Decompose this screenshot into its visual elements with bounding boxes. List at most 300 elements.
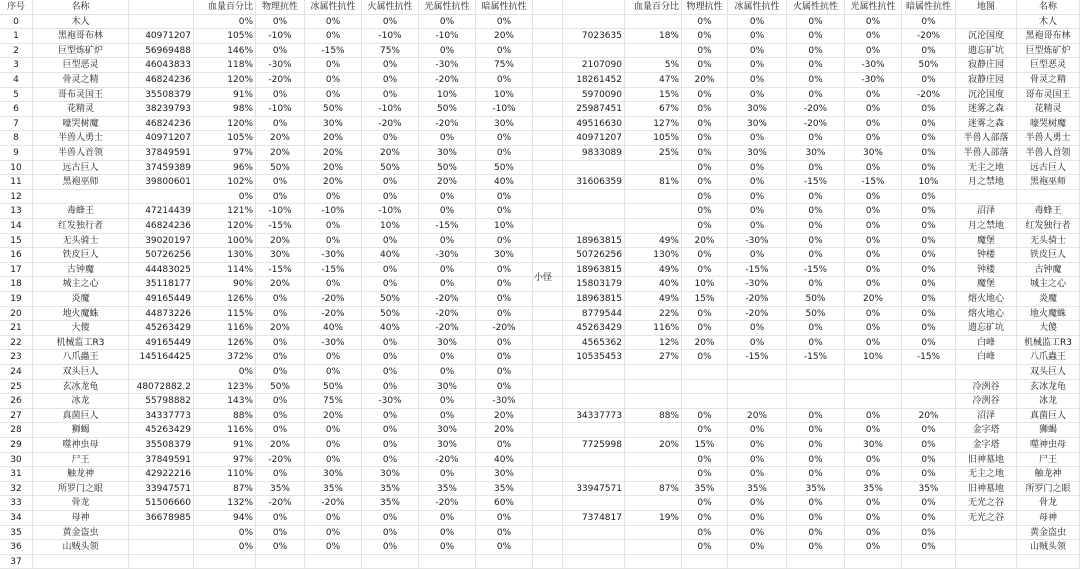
table-cell[interactable]: 0% bbox=[419, 511, 476, 526]
table-cell[interactable]: 木人 bbox=[1017, 15, 1080, 30]
table-cell[interactable]: 50% bbox=[362, 307, 419, 322]
table-cell[interactable]: -15% bbox=[256, 219, 305, 234]
table-cell[interactable]: -30% bbox=[476, 394, 533, 409]
table-cell[interactable]: 0% bbox=[682, 350, 728, 365]
table-cell[interactable] bbox=[419, 555, 476, 569]
table-cell[interactable]: 50% bbox=[305, 102, 362, 117]
table-cell[interactable]: 20% bbox=[625, 438, 682, 453]
table-cell[interactable]: 0% bbox=[362, 263, 419, 278]
table-cell[interactable]: 50% bbox=[419, 161, 476, 176]
table-cell[interactable]: 30% bbox=[362, 467, 419, 482]
table-cell[interactable] bbox=[533, 88, 563, 103]
table-cell[interactable]: 116% bbox=[194, 423, 256, 438]
table-cell[interactable]: 0% bbox=[305, 15, 362, 30]
table-cell[interactable] bbox=[563, 555, 625, 569]
table-cell[interactable]: 40% bbox=[625, 277, 682, 292]
table-cell[interactable]: 0% bbox=[419, 263, 476, 278]
column-header[interactable]: 暗属性抗性 bbox=[902, 0, 956, 15]
table-cell[interactable]: 97% bbox=[194, 146, 256, 161]
table-cell[interactable]: 黑袍哥布林 bbox=[33, 29, 129, 44]
table-cell[interactable]: 熔火地心 bbox=[956, 307, 1017, 322]
table-cell[interactable]: 0% bbox=[305, 350, 362, 365]
table-cell[interactable]: 0% bbox=[682, 219, 728, 234]
table-cell[interactable]: 35% bbox=[787, 482, 845, 497]
table-cell[interactable]: 75% bbox=[305, 394, 362, 409]
table-cell[interactable]: 0% bbox=[682, 307, 728, 322]
table-cell[interactable] bbox=[563, 204, 625, 219]
table-cell[interactable]: 0% bbox=[845, 511, 902, 526]
table-cell[interactable] bbox=[625, 453, 682, 468]
table-cell[interactable]: 35508379 bbox=[129, 438, 194, 453]
table-cell[interactable]: 37849591 bbox=[129, 453, 194, 468]
table-cell[interactable]: 0% bbox=[305, 219, 362, 234]
table-cell[interactable] bbox=[728, 365, 787, 380]
table-cell[interactable]: 130% bbox=[194, 248, 256, 263]
table-cell[interactable]: 0% bbox=[728, 496, 787, 511]
table-cell[interactable]: 0% bbox=[362, 175, 419, 190]
table-cell[interactable]: 城主之心 bbox=[33, 277, 129, 292]
table-cell[interactable]: 105% bbox=[194, 131, 256, 146]
table-cell[interactable]: 10% bbox=[845, 350, 902, 365]
table-cell[interactable]: 0% bbox=[362, 511, 419, 526]
table-cell[interactable]: 白峰 bbox=[956, 350, 1017, 365]
table-cell[interactable]: 大傻 bbox=[33, 321, 129, 336]
table-cell[interactable]: 0% bbox=[787, 248, 845, 263]
table-cell[interactable]: -20% bbox=[419, 307, 476, 322]
table-cell[interactable]: 30% bbox=[476, 117, 533, 132]
table-cell[interactable]: 0% bbox=[305, 526, 362, 541]
table-cell[interactable]: 49165449 bbox=[129, 336, 194, 351]
table-cell[interactable] bbox=[563, 453, 625, 468]
table-cell[interactable]: 0% bbox=[902, 204, 956, 219]
table-cell[interactable] bbox=[563, 219, 625, 234]
column-header[interactable]: 地图 bbox=[956, 0, 1017, 15]
table-cell[interactable]: 0% bbox=[682, 58, 728, 73]
table-cell[interactable]: 12 bbox=[0, 190, 33, 205]
table-cell[interactable] bbox=[533, 394, 563, 409]
table-cell[interactable] bbox=[533, 321, 563, 336]
table-cell[interactable]: -20% bbox=[362, 117, 419, 132]
table-cell[interactable]: 0% bbox=[305, 58, 362, 73]
table-cell[interactable] bbox=[563, 496, 625, 511]
table-cell[interactable] bbox=[787, 394, 845, 409]
table-cell[interactable]: 月之禁地 bbox=[956, 219, 1017, 234]
table-cell[interactable]: 126% bbox=[194, 292, 256, 307]
table-cell[interactable]: 40% bbox=[476, 175, 533, 190]
table-cell[interactable]: -20% bbox=[256, 73, 305, 88]
table-cell[interactable]: 双头巨人 bbox=[33, 365, 129, 380]
table-cell[interactable] bbox=[625, 380, 682, 395]
table-cell[interactable]: 9 bbox=[0, 146, 33, 161]
table-cell[interactable]: 0% bbox=[787, 277, 845, 292]
table-cell[interactable] bbox=[33, 190, 129, 205]
table-cell[interactable] bbox=[305, 555, 362, 569]
table-cell[interactable]: 49% bbox=[625, 263, 682, 278]
table-cell[interactable]: 35118177 bbox=[129, 277, 194, 292]
table-cell[interactable]: 0% bbox=[682, 540, 728, 555]
table-cell[interactable]: 0% bbox=[787, 409, 845, 424]
table-cell[interactable]: 玄冰龙龟 bbox=[1017, 380, 1080, 395]
table-cell[interactable]: 0% bbox=[476, 511, 533, 526]
table-cell[interactable]: 0% bbox=[419, 15, 476, 30]
table-cell[interactable]: 42922216 bbox=[129, 467, 194, 482]
table-cell[interactable]: 沼泽 bbox=[956, 204, 1017, 219]
table-cell[interactable]: 0% bbox=[728, 219, 787, 234]
table-cell[interactable]: 0% bbox=[902, 453, 956, 468]
table-cell[interactable]: 94% bbox=[194, 511, 256, 526]
table-cell[interactable]: 0% bbox=[787, 453, 845, 468]
table-cell[interactable]: 36678985 bbox=[129, 511, 194, 526]
table-cell[interactable]: 0% bbox=[682, 146, 728, 161]
table-cell[interactable]: 30% bbox=[305, 467, 362, 482]
table-cell[interactable]: 56969488 bbox=[129, 44, 194, 59]
table-cell[interactable]: 0% bbox=[845, 102, 902, 117]
table-cell[interactable]: 0% bbox=[419, 204, 476, 219]
table-cell[interactable]: 0% bbox=[362, 88, 419, 103]
table-cell[interactable]: -20% bbox=[305, 292, 362, 307]
table-cell[interactable]: -10% bbox=[256, 29, 305, 44]
table-cell[interactable] bbox=[728, 394, 787, 409]
table-cell[interactable]: 22 bbox=[0, 336, 33, 351]
table-cell[interactable]: 30% bbox=[419, 336, 476, 351]
table-cell[interactable]: 0% bbox=[682, 263, 728, 278]
table-cell[interactable]: -20% bbox=[902, 29, 956, 44]
table-cell[interactable]: 0% bbox=[362, 234, 419, 249]
table-cell[interactable]: 0% bbox=[362, 409, 419, 424]
table-cell[interactable]: 魔堡 bbox=[956, 277, 1017, 292]
table-cell[interactable]: -20% bbox=[305, 307, 362, 322]
table-cell[interactable]: 0% bbox=[728, 175, 787, 190]
table-cell[interactable]: 0% bbox=[728, 44, 787, 59]
table-cell[interactable]: 30% bbox=[787, 146, 845, 161]
table-cell[interactable]: 45263429 bbox=[129, 423, 194, 438]
table-cell[interactable]: 0% bbox=[787, 58, 845, 73]
table-cell[interactable]: 月之禁地 bbox=[956, 175, 1017, 190]
table-cell[interactable] bbox=[533, 292, 563, 307]
table-cell[interactable] bbox=[533, 190, 563, 205]
column-header[interactable]: 火属性抗性 bbox=[787, 0, 845, 15]
table-cell[interactable]: 0% bbox=[305, 190, 362, 205]
table-cell[interactable]: 0% bbox=[902, 307, 956, 322]
table-cell[interactable]: 骨龙 bbox=[33, 496, 129, 511]
table-cell[interactable]: 20% bbox=[728, 409, 787, 424]
table-cell[interactable]: 0% bbox=[476, 204, 533, 219]
table-cell[interactable]: 87% bbox=[194, 482, 256, 497]
table-cell[interactable]: 20% bbox=[256, 321, 305, 336]
table-cell[interactable] bbox=[129, 190, 194, 205]
table-cell[interactable]: -10% bbox=[362, 204, 419, 219]
table-cell[interactable]: 10% bbox=[902, 175, 956, 190]
table-cell[interactable]: 35% bbox=[362, 496, 419, 511]
table-cell[interactable]: 91% bbox=[194, 438, 256, 453]
table-cell[interactable] bbox=[563, 44, 625, 59]
table-cell[interactable] bbox=[256, 555, 305, 569]
table-cell[interactable]: 47214439 bbox=[129, 204, 194, 219]
table-cell[interactable]: -20% bbox=[419, 73, 476, 88]
table-cell[interactable]: 10% bbox=[362, 219, 419, 234]
table-cell[interactable]: 15% bbox=[682, 292, 728, 307]
table-cell[interactable] bbox=[533, 409, 563, 424]
table-cell[interactable]: 0% bbox=[682, 496, 728, 511]
table-cell[interactable]: 黑袍哥布林 bbox=[1017, 29, 1080, 44]
table-cell[interactable]: -15% bbox=[902, 350, 956, 365]
table-cell[interactable]: 0% bbox=[845, 467, 902, 482]
table-cell[interactable]: 38239793 bbox=[129, 102, 194, 117]
table-cell[interactable]: 35% bbox=[256, 482, 305, 497]
table-cell[interactable]: 20% bbox=[305, 409, 362, 424]
table-cell[interactable]: 0% bbox=[682, 161, 728, 176]
table-cell[interactable]: 32 bbox=[0, 482, 33, 497]
table-cell[interactable]: 0% bbox=[728, 526, 787, 541]
table-cell[interactable]: -15% bbox=[256, 263, 305, 278]
table-cell[interactable]: 46824236 bbox=[129, 219, 194, 234]
table-cell[interactable] bbox=[194, 555, 256, 569]
table-cell[interactable] bbox=[956, 15, 1017, 30]
table-cell[interactable]: 哥布灵国王 bbox=[1017, 88, 1080, 103]
table-cell[interactable]: -10% bbox=[362, 102, 419, 117]
table-cell[interactable]: 地火魔蛛 bbox=[33, 307, 129, 322]
table-cell[interactable]: 30% bbox=[476, 467, 533, 482]
table-cell[interactable]: 20% bbox=[845, 292, 902, 307]
table-cell[interactable] bbox=[682, 380, 728, 395]
table-cell[interactable]: 48072882.2 bbox=[129, 380, 194, 395]
table-cell[interactable]: 骨灵之精 bbox=[1017, 73, 1080, 88]
table-cell[interactable]: 0% bbox=[305, 88, 362, 103]
column-header[interactable]: 暗属性抗性 bbox=[476, 0, 533, 15]
table-cell[interactable]: 20% bbox=[682, 73, 728, 88]
table-cell[interactable]: 31 bbox=[0, 467, 33, 482]
table-cell[interactable]: 0% bbox=[902, 496, 956, 511]
table-cell[interactable]: 60% bbox=[476, 496, 533, 511]
column-header[interactable]: 物理抗性 bbox=[682, 0, 728, 15]
table-cell[interactable]: 0% bbox=[419, 394, 476, 409]
table-cell[interactable]: 33947571 bbox=[563, 482, 625, 497]
table-cell[interactable]: 34337773 bbox=[129, 409, 194, 424]
table-cell[interactable]: 19 bbox=[0, 292, 33, 307]
table-cell[interactable]: -30% bbox=[256, 58, 305, 73]
table-cell[interactable]: 110% bbox=[194, 467, 256, 482]
table-cell[interactable] bbox=[787, 380, 845, 395]
table-cell[interactable]: 17 bbox=[0, 263, 33, 278]
table-cell[interactable]: 130% bbox=[625, 248, 682, 263]
table-cell[interactable] bbox=[533, 511, 563, 526]
table-cell[interactable]: 20% bbox=[419, 175, 476, 190]
table-cell[interactable] bbox=[625, 394, 682, 409]
column-header[interactable] bbox=[129, 0, 194, 15]
table-cell[interactable]: 0% bbox=[728, 15, 787, 30]
table-cell[interactable]: 半兽人勇士 bbox=[33, 131, 129, 146]
table-cell[interactable]: 143% bbox=[194, 394, 256, 409]
table-cell[interactable]: 0% bbox=[476, 73, 533, 88]
table-cell[interactable]: 0% bbox=[728, 73, 787, 88]
table-cell[interactable]: 50% bbox=[902, 58, 956, 73]
table-cell[interactable]: 9833089 bbox=[563, 146, 625, 161]
column-header[interactable]: 光属性抗性 bbox=[845, 0, 902, 15]
table-cell[interactable]: 30% bbox=[305, 117, 362, 132]
table-cell[interactable]: 0% bbox=[845, 131, 902, 146]
table-cell[interactable]: 18963815 bbox=[563, 292, 625, 307]
table-cell[interactable] bbox=[956, 365, 1017, 380]
table-cell[interactable]: 0% bbox=[728, 161, 787, 176]
table-cell[interactable]: 0% bbox=[305, 438, 362, 453]
table-cell[interactable]: 0% bbox=[256, 44, 305, 59]
table-cell[interactable]: 0% bbox=[362, 336, 419, 351]
table-cell[interactable]: 0% bbox=[476, 146, 533, 161]
table-cell[interactable]: 0% bbox=[419, 526, 476, 541]
table-cell[interactable]: 27 bbox=[0, 409, 33, 424]
table-cell[interactable]: 母神 bbox=[33, 511, 129, 526]
table-cell[interactable]: 黑袍巫师 bbox=[1017, 175, 1080, 190]
table-cell[interactable]: 0% bbox=[728, 204, 787, 219]
table-cell[interactable]: 87% bbox=[625, 482, 682, 497]
table-cell[interactable]: 0% bbox=[728, 511, 787, 526]
table-cell[interactable]: 0% bbox=[194, 365, 256, 380]
table-cell[interactable] bbox=[563, 15, 625, 30]
table-cell[interactable]: 0% bbox=[362, 350, 419, 365]
table-cell[interactable]: 37459389 bbox=[129, 161, 194, 176]
table-cell[interactable]: 0% bbox=[682, 29, 728, 44]
table-cell[interactable]: 372% bbox=[194, 350, 256, 365]
table-cell[interactable]: 大傻 bbox=[1017, 321, 1080, 336]
table-cell[interactable]: 无主之地 bbox=[956, 467, 1017, 482]
table-cell[interactable] bbox=[129, 365, 194, 380]
table-cell[interactable]: 0% bbox=[476, 438, 533, 453]
table-cell[interactable]: 28 bbox=[0, 423, 33, 438]
table-cell[interactable]: 0% bbox=[902, 321, 956, 336]
table-cell[interactable]: 25987451 bbox=[563, 102, 625, 117]
table-cell[interactable]: 0% bbox=[362, 438, 419, 453]
table-cell[interactable]: 30 bbox=[0, 453, 33, 468]
table-cell[interactable]: 花精灵 bbox=[33, 102, 129, 117]
table-cell[interactable]: 0% bbox=[787, 29, 845, 44]
table-cell[interactable]: 0% bbox=[787, 44, 845, 59]
table-cell[interactable]: -30% bbox=[845, 58, 902, 73]
table-cell[interactable]: 10% bbox=[419, 88, 476, 103]
table-cell[interactable]: 半兽人部落 bbox=[956, 146, 1017, 161]
table-cell[interactable]: 30% bbox=[728, 146, 787, 161]
table-cell[interactable]: 0% bbox=[728, 321, 787, 336]
table-cell[interactable]: -15% bbox=[419, 219, 476, 234]
table-cell[interactable]: -30% bbox=[728, 234, 787, 249]
table-cell[interactable]: 0% bbox=[902, 277, 956, 292]
table-cell[interactable]: 巨型炼矿炉 bbox=[33, 44, 129, 59]
table-cell[interactable]: -15% bbox=[787, 175, 845, 190]
table-cell[interactable] bbox=[787, 365, 845, 380]
table-cell[interactable]: 0% bbox=[728, 88, 787, 103]
table-cell[interactable]: 0% bbox=[682, 102, 728, 117]
table-cell[interactable]: 30% bbox=[728, 102, 787, 117]
table-cell[interactable]: 0% bbox=[362, 190, 419, 205]
table-cell[interactable] bbox=[563, 540, 625, 555]
table-cell[interactable]: 20% bbox=[476, 409, 533, 424]
table-cell[interactable]: 0% bbox=[682, 248, 728, 263]
table-cell[interactable]: 0% bbox=[682, 423, 728, 438]
table-cell[interactable]: 29 bbox=[0, 438, 33, 453]
table-cell[interactable]: 120% bbox=[194, 117, 256, 132]
column-header[interactable] bbox=[563, 0, 625, 15]
table-cell[interactable]: 8779544 bbox=[563, 307, 625, 322]
table-cell[interactable]: 40971207 bbox=[129, 131, 194, 146]
table-cell[interactable]: 0% bbox=[845, 161, 902, 176]
table-cell[interactable]: 30% bbox=[845, 146, 902, 161]
table-cell[interactable]: 0% bbox=[787, 234, 845, 249]
table-cell[interactable]: 12% bbox=[625, 336, 682, 351]
table-cell[interactable]: 102% bbox=[194, 175, 256, 190]
table-cell[interactable] bbox=[129, 526, 194, 541]
table-cell[interactable]: 机械监工R3 bbox=[33, 336, 129, 351]
table-cell[interactable]: 0% bbox=[902, 438, 956, 453]
table-cell[interactable]: 0% bbox=[728, 453, 787, 468]
table-cell[interactable]: 67% bbox=[625, 102, 682, 117]
table-cell[interactable]: 无头骑士 bbox=[33, 234, 129, 249]
table-cell[interactable]: 0% bbox=[682, 511, 728, 526]
table-cell[interactable]: 0% bbox=[419, 277, 476, 292]
table-cell[interactable]: 45263429 bbox=[129, 321, 194, 336]
table-cell[interactable] bbox=[533, 350, 563, 365]
table-cell[interactable]: 0% bbox=[845, 307, 902, 322]
table-cell[interactable]: 无头骑士 bbox=[1017, 234, 1080, 249]
table-cell[interactable]: 39800601 bbox=[129, 175, 194, 190]
table-cell[interactable]: 母神 bbox=[1017, 511, 1080, 526]
table-cell[interactable]: 0% bbox=[787, 15, 845, 30]
table-cell[interactable]: 46824236 bbox=[129, 73, 194, 88]
table-cell[interactable]: -20% bbox=[787, 102, 845, 117]
table-cell[interactable]: 0% bbox=[902, 44, 956, 59]
table-cell[interactable]: 120% bbox=[194, 73, 256, 88]
table-cell[interactable]: 18% bbox=[625, 29, 682, 44]
column-header[interactable]: 名称 bbox=[33, 0, 129, 15]
table-cell[interactable]: -30% bbox=[419, 248, 476, 263]
table-cell[interactable]: 98% bbox=[194, 102, 256, 117]
table-cell[interactable]: -15% bbox=[305, 263, 362, 278]
table-cell[interactable]: 30% bbox=[728, 117, 787, 132]
table-cell[interactable]: 0% bbox=[682, 526, 728, 541]
table-cell[interactable]: 0% bbox=[194, 190, 256, 205]
table-cell[interactable]: 0% bbox=[256, 423, 305, 438]
table-cell[interactable] bbox=[129, 15, 194, 30]
table-cell[interactable]: 8 bbox=[0, 131, 33, 146]
table-cell[interactable]: 0% bbox=[845, 44, 902, 59]
table-cell[interactable]: 0% bbox=[362, 277, 419, 292]
table-cell[interactable]: 0% bbox=[305, 423, 362, 438]
table-cell[interactable]: 山贼头领 bbox=[33, 540, 129, 555]
table-cell[interactable]: 炎魔 bbox=[1017, 292, 1080, 307]
table-cell[interactable]: 红发独行者 bbox=[1017, 219, 1080, 234]
table-cell[interactable] bbox=[533, 58, 563, 73]
table-cell[interactable]: 116% bbox=[625, 321, 682, 336]
table-cell[interactable]: 0% bbox=[476, 277, 533, 292]
table-cell[interactable]: 20% bbox=[476, 423, 533, 438]
table-cell[interactable]: 20% bbox=[256, 234, 305, 249]
table-cell[interactable]: 0% bbox=[305, 73, 362, 88]
table-cell[interactable]: 0% bbox=[787, 336, 845, 351]
table-cell[interactable]: 0% bbox=[476, 190, 533, 205]
table-cell[interactable]: 铁皮巨人 bbox=[33, 248, 129, 263]
table-cell[interactable] bbox=[682, 555, 728, 569]
table-cell[interactable]: 0% bbox=[362, 423, 419, 438]
table-cell[interactable]: 15% bbox=[625, 88, 682, 103]
table-cell[interactable]: 0% bbox=[728, 336, 787, 351]
table-cell[interactable]: 毒蜂王 bbox=[33, 204, 129, 219]
table-cell[interactable]: 2 bbox=[0, 44, 33, 59]
table-cell[interactable]: 0% bbox=[256, 540, 305, 555]
table-cell[interactable]: 无主之地 bbox=[956, 161, 1017, 176]
table-cell[interactable]: 10535453 bbox=[563, 350, 625, 365]
table-cell[interactable]: 毒蜂王 bbox=[1017, 204, 1080, 219]
table-cell[interactable]: 7 bbox=[0, 117, 33, 132]
table-cell[interactable]: 0% bbox=[787, 321, 845, 336]
table-cell[interactable]: 0% bbox=[902, 117, 956, 132]
